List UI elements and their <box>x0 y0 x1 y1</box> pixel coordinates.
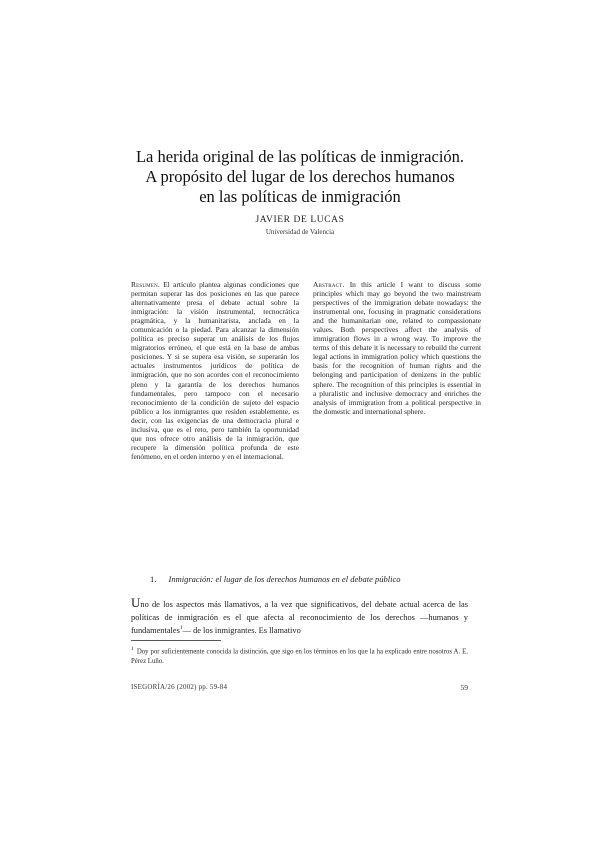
footnote <box>131 645 468 666</box>
section-title: Inmigración: el lugar de los derechos humanos en el debate público <box>168 574 401 584</box>
body-text-before-note: no de los aspectos más llamativos, a la vez que significativos, del debate actual acerca de las políticas de inmigración es el que afecta al reconocimiento de los derechos —humanos y fundamentales <box>131 600 468 635</box>
abstract-spanish <box>131 280 299 461</box>
abstract-en-text: In this article I want to discuss some principles which may go beyond the two mainstream perspectives of the immigration debate nowadays: the instrumental one, focusing in pragmatic considerations and the humanitarian one, related to compassionate values. Both perspectives affect the analysis of immigration flows in a wrong way. To improve the terms of this debate it is necessary to rebuild the current legal actions in immigration policy which questions the basis for the recognition of human rights and the belonging and participation of denizens in the public sphere. The recognition of this principles is essential in a pluralistic and inclusive democracy and enriches the analysis of immigration from a political perspective in the domestic and international sphere. <box>313 280 481 416</box>
section-number: 1. <box>150 574 157 584</box>
title-line-2: A propósito del lugar de los derechos humanos <box>145 167 455 186</box>
abstract-es-text: El artículo plantea algunas condiciones que permitan superar las dos posiciones en las que parece alternativamente presa el debate actual sobre la inmigración: la visión instrumental, tecnocrática pragmática, y la humanitarista, anclada en la comunicación o la piedad. Para alcanzar la dimensión política es preciso superar un análisis de los flujos migratorios erróneo, el que está en la base de ambas posiciones. Y si se supera esa visión, se superarán los actuales instrumentos jurídicos de política de inmigración, que no son acordes con el reconocimiento pleno y la garantía de los derechos humanos fundamentales, pero tampoco con el necesario reconocimiento de la condición de sujeto del espacio público a los inmigrantes que residen establemente, es decir, con las exigencias de una democracia plural e inclusiva, que es el reto, pero también la oportunidad que nos ofrece otro análisis de la inmigración, que recupere la dimensión política profunda de este fenómeno, en el orden interno y en el internacional. <box>131 280 299 461</box>
section-heading <box>150 574 490 584</box>
abstract-es-lead: Resumen. <box>131 280 160 289</box>
abstract-en-lead: Abstract. <box>313 280 345 289</box>
author-affiliation: Universidad de Valencia <box>265 228 335 236</box>
footnote-divider <box>131 640 221 641</box>
article-title <box>100 147 500 207</box>
body-text-after-note: — de los inmigrantes. Es llamativo <box>182 626 301 635</box>
footnote-mark: 1 <box>131 646 134 652</box>
body-paragraph <box>131 596 468 637</box>
footnote-text: Doy por suficientemente conocida la distinción, que sigo en los términos en los que la ha explicado entre nosotros A. E. Pérez Luño. <box>131 648 468 665</box>
footer-pages: pp. 59-84 <box>198 683 228 691</box>
page-footer <box>131 683 468 692</box>
footer-journal-name: ISEGORÍA/26 (2002) <box>131 683 197 691</box>
title-line-1: La herida original de las políticas de inmigración. <box>135 147 465 166</box>
page-number: 59 <box>460 683 468 692</box>
footer-journal <box>131 683 227 691</box>
author-name: JAVIER DE LUCAS <box>255 215 345 225</box>
drop-cap: U <box>131 595 141 610</box>
footnote-reference[interactable]: 1 <box>179 625 183 632</box>
abstract-english <box>313 280 481 416</box>
title-line-3: en las políticas de inmigración <box>199 187 401 206</box>
